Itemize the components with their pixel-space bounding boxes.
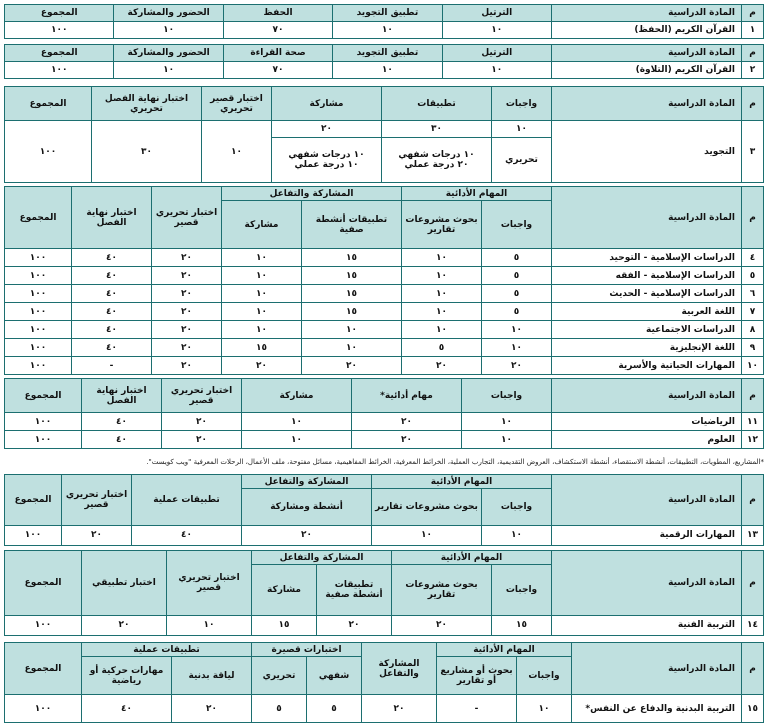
cell-value: ١٥	[252, 615, 317, 635]
header-m: م	[742, 643, 764, 695]
cell-line: ٢٠ درجة عملي	[404, 160, 469, 170]
header-participation-interaction: المشاركة والتفاعل	[362, 643, 437, 695]
cell-value: ٢٠	[352, 431, 462, 449]
cell-value: ٢٠	[82, 615, 167, 635]
subject-name: القرآن الكريم (التلاوة)	[552, 62, 742, 79]
cell-value: ٥	[482, 267, 552, 285]
cell-value: ١٠	[333, 22, 442, 39]
subject-name: الدراسات الاجتماعية	[552, 321, 742, 339]
header-motor-skills: مهارات حركية أو رياضية	[81, 657, 171, 695]
header-participation: مشاركة	[252, 565, 317, 616]
table-quran-recitation	[4, 44, 764, 79]
cell-value: ١٠	[222, 303, 302, 321]
table-row	[5, 303, 764, 321]
cell-value: ٥	[307, 695, 362, 723]
header-research: بحوث أو مشاريع أو تقارير	[437, 657, 517, 695]
subject-name: التربية الفنية	[552, 615, 742, 635]
table-tajweed	[4, 86, 764, 183]
table-row	[5, 267, 764, 285]
header-participation-interaction: المشاركة والتفاعل	[252, 551, 392, 565]
table-digital-skills	[4, 474, 764, 546]
cell-value: ١٠	[222, 321, 302, 339]
header-m: م	[742, 187, 764, 249]
header-duties: واجبات	[482, 489, 552, 526]
subject-name: اللغة العربية	[552, 303, 742, 321]
row-number: ٥	[742, 267, 764, 285]
header-m: م	[742, 379, 764, 413]
subject-name: المهارات الرقمية	[552, 525, 742, 545]
header-research: بحوث مشروعات تقارير	[402, 201, 482, 249]
cell-value: ١٠	[114, 22, 223, 39]
header-final-test: اختبار نهاية الفصل	[72, 187, 152, 249]
header-performance-tasks: المهام الأدائية	[402, 187, 552, 201]
row-number: ١٤	[742, 615, 764, 635]
cell-total: ١٠٠	[5, 525, 62, 545]
cell-value: ٥	[402, 339, 482, 357]
cell-line: ١٠ درجات شفهي	[288, 150, 365, 160]
cell-value: ١٥	[302, 285, 402, 303]
table-row	[5, 321, 764, 339]
subject-name: التجويد	[552, 121, 742, 183]
cell-value: ٧٠	[223, 22, 332, 39]
row-number: ٢	[742, 62, 764, 79]
cell-value: ١٠	[402, 267, 482, 285]
header-duties: واجبات	[492, 565, 552, 616]
header-research: بحوث مشروعات تقارير	[372, 489, 482, 526]
header-duties: واجبات	[482, 201, 552, 249]
cell-value: ٢٠	[392, 615, 492, 635]
cell-total: ١٠٠	[5, 22, 114, 39]
cell-value: ١٠	[242, 431, 352, 449]
cell-value: ١٠	[302, 321, 402, 339]
cell-value: ٢٠	[162, 413, 242, 431]
cell-value: ٣٠	[92, 121, 202, 183]
header-short-test: اختبار قصير تحريري	[202, 87, 272, 121]
cell-value: -	[72, 357, 152, 375]
cell-value: ٢٠	[152, 303, 222, 321]
cell-value: ١٥	[302, 249, 402, 267]
header-attendance: الحضور والمشاركة	[114, 45, 223, 62]
header-performance-tasks: المهام الأدائية	[437, 643, 572, 657]
header-short-test: اختبار تحريري قصير	[152, 187, 222, 249]
header-activities-participation: أنشطة ومشاركة	[242, 489, 372, 526]
cell-total: ١٠٠	[5, 285, 72, 303]
cell-value: ٤٠	[72, 285, 152, 303]
header-practical-apps: تطبيقات عملية	[81, 643, 251, 657]
cell-value: ٧٠	[223, 62, 332, 79]
subject-name: العلوم	[552, 431, 742, 449]
header-tajweed-application: تطبيق التجويد	[333, 45, 442, 62]
header-oral: شفهي	[307, 657, 362, 695]
subject-name: الدراسات الإسلامية - التوحيد	[552, 249, 742, 267]
cell-value: ٢٠	[317, 615, 392, 635]
table-row	[5, 357, 764, 375]
cell-value: ١٥	[492, 615, 552, 635]
cell-value: ١٠	[402, 249, 482, 267]
header-subject: المادة الدراسية	[552, 379, 742, 413]
header-performance-tasks: المهام الأدائية	[372, 475, 552, 489]
cell-value: ١٠	[222, 267, 302, 285]
header-subject: المادة الدراسية	[572, 643, 742, 695]
cell-value: ١٠	[114, 62, 223, 79]
cell-value: ١٠	[462, 431, 552, 449]
row-number: ٩	[742, 339, 764, 357]
header-short-test: اختبار تحريري قصير	[62, 475, 132, 526]
header-final-test: اختبار نهاية الفصل تحريري	[92, 87, 202, 121]
cell-total: ١٠٠	[5, 695, 82, 723]
cell-total: ١٠٠	[5, 339, 72, 357]
header-fitness: لياقة بدنية	[172, 657, 252, 695]
cell-value: ٢٠	[222, 357, 302, 375]
cell-value: ١٠	[492, 121, 552, 138]
header-final-test: اختبار نهاية الفصل	[82, 379, 162, 413]
header-m: م	[742, 87, 764, 121]
header-m: م	[742, 475, 764, 526]
cell-value: ٤٠	[72, 339, 152, 357]
header-subject: المادة الدراسية	[552, 5, 742, 22]
row-number: ١٢	[742, 431, 764, 449]
header-duties: واجبات	[517, 657, 572, 695]
header-participation: مشاركة	[222, 201, 302, 249]
header-practical-apps: تطبيقات عملية	[132, 475, 242, 526]
cell-value: ١٠	[372, 525, 482, 545]
header-attendance: الحضور والمشاركة	[114, 5, 223, 22]
cell-value: ٤٠	[72, 303, 152, 321]
table-row	[5, 249, 764, 267]
cell-value: ١٠	[167, 615, 252, 635]
cell-value: ٤٠	[82, 431, 162, 449]
cell-line: ١٠ درجة عملي	[294, 160, 359, 170]
subject-name: القرآن الكريم (الحفظ)	[552, 22, 742, 39]
table-quran-memorization	[4, 4, 764, 39]
row-number: ٧	[742, 303, 764, 321]
cell-value: ٢٠	[152, 339, 222, 357]
header-total: المجموع	[5, 187, 72, 249]
header-recitation: الترتيل	[442, 45, 551, 62]
cell-value: ١٠	[242, 413, 352, 431]
cell-value: ٢٠	[272, 121, 382, 138]
cell-value: ١٠	[402, 285, 482, 303]
header-m: م	[742, 5, 764, 22]
row-number: ١	[742, 22, 764, 39]
header-recitation: الترتيل	[442, 5, 551, 22]
header-participation: مشاركة	[272, 87, 382, 121]
cell-total: ١٠٠	[5, 357, 72, 375]
header-total: المجموع	[5, 551, 82, 616]
cell-value	[272, 138, 382, 183]
header-participation: مشاركة	[242, 379, 352, 413]
cell-value: ٢٠	[152, 321, 222, 339]
header-performance-tasks: المهام الأدائية	[392, 551, 552, 565]
cell-value: ١٠	[482, 339, 552, 357]
cell-value: ٥	[482, 285, 552, 303]
cell-value: ٢٠	[402, 357, 482, 375]
cell-value: ٤٠	[72, 249, 152, 267]
header-subject: المادة الدراسية	[552, 187, 742, 249]
cell-value: ٥	[482, 303, 552, 321]
table-math-science	[4, 378, 764, 449]
header-total: المجموع	[5, 87, 92, 121]
header-total: المجموع	[5, 643, 82, 695]
header-subject: المادة الدراسية	[552, 87, 742, 121]
cell-value: ٢٠	[172, 695, 252, 723]
cell-value: ٢٠	[152, 267, 222, 285]
cell-total: ١٠٠	[5, 431, 82, 449]
cell-total: ١٠٠	[5, 249, 72, 267]
header-class-activities: تطبيقات أنشطة صفية	[302, 201, 402, 249]
header-performance-tasks: مهام أدائية*	[352, 379, 462, 413]
row-number: ٣	[742, 121, 764, 183]
cell-value: ١٥	[222, 339, 302, 357]
cell-value: ٢٠	[482, 357, 552, 375]
cell-value: ٤٠	[81, 695, 171, 723]
cell-value: ١٥	[302, 267, 402, 285]
footnote: *المشاريع، المطويات، التطبيقات، أنشطة الاستقصاء، أنشطة الاستكشاف، العروض التقديمية، التجارب العملية، الخرائط المعرفية، الخرائط المفاهيمية، مسائل مفتوحة، ملف الأعمال، الرحلات المعرفية "ويب كويست".	[146, 458, 764, 466]
cell-value: ١٠	[402, 303, 482, 321]
header-memorization: الحفظ	[223, 5, 332, 22]
header-total: المجموع	[5, 379, 82, 413]
subject-name: المهارات الحياتية والأسرية	[552, 357, 742, 375]
cell-value: ٢٠	[362, 695, 437, 723]
cell-value: ٣٠	[382, 121, 492, 138]
cell-value: ٢٠	[302, 357, 402, 375]
cell-value: ٢٠	[242, 525, 372, 545]
header-m: م	[742, 551, 764, 616]
cell-value: ١٠	[462, 413, 552, 431]
cell-total: ١٠٠	[5, 267, 72, 285]
cell-value: ٢٠	[152, 249, 222, 267]
subject-name: التربية البدنية والدفاع عن النفس*	[572, 695, 742, 723]
cell-value: ٥	[252, 695, 307, 723]
header-applications: تطبيقات	[382, 87, 492, 121]
header-participation-interaction: المشاركة والتفاعل	[222, 187, 402, 201]
table-physical-education	[4, 642, 764, 723]
cell-value: ١٠	[222, 285, 302, 303]
cell-value: ٤٠	[82, 413, 162, 431]
cell-value: ١٠	[482, 525, 552, 545]
header-participation-interaction: المشاركة والتفاعل	[242, 475, 372, 489]
cell-value: ٢٠	[152, 285, 222, 303]
header-subject: المادة الدراسية	[552, 45, 742, 62]
cell-value: ١٠	[517, 695, 572, 723]
header-reading-accuracy: صحة القراءة	[223, 45, 332, 62]
cell-value: -	[437, 695, 517, 723]
header-subject: المادة الدراسية	[552, 551, 742, 616]
header-duties: واجبات	[462, 379, 552, 413]
cell-value: ١٠	[442, 22, 551, 39]
cell-total: ١٠٠	[5, 121, 92, 183]
header-duties: واجبات	[492, 87, 552, 121]
cell-value: تحريري	[492, 138, 552, 183]
cell-value: ٤٠	[132, 525, 242, 545]
cell-value: ١٠	[202, 121, 272, 183]
row-number: ٨	[742, 321, 764, 339]
cell-value	[382, 138, 492, 183]
header-short-test: اختبار تحريري قصير	[162, 379, 242, 413]
cell-value: ٥	[482, 249, 552, 267]
header-total: المجموع	[5, 475, 62, 526]
cell-total: ١٠٠	[5, 413, 82, 431]
cell-total: ١٠٠	[5, 615, 82, 635]
header-research: بحوث مشروعات تقارير	[392, 565, 492, 616]
cell-total: ١٠٠	[5, 321, 72, 339]
row-number: ١٣	[742, 525, 764, 545]
header-applied-test: اختبار تطبيقي	[82, 551, 167, 616]
table-row	[5, 339, 764, 357]
header-m: م	[742, 45, 764, 62]
cell-value: ٢٠	[62, 525, 132, 545]
row-number: ٤	[742, 249, 764, 267]
cell-value: ١٠	[482, 321, 552, 339]
header-total: المجموع	[5, 5, 114, 22]
cell-line: ١٠ درجات شفهي	[398, 150, 475, 160]
cell-value: ٢٠	[152, 357, 222, 375]
cell-value: ١٠	[302, 339, 402, 357]
row-number: ٦	[742, 285, 764, 303]
header-class-activities: تطبيقات أنشطة صفية	[317, 565, 392, 616]
cell-value: ٤٠	[72, 321, 152, 339]
row-number: ١١	[742, 413, 764, 431]
subject-name: الدراسات الإسلامية - الفقه	[552, 267, 742, 285]
header-short-tests: اختبارات قصيرة	[252, 643, 362, 657]
subject-name: اللغة الإنجليزية	[552, 339, 742, 357]
header-short-test: اختبار تحريري قصير	[167, 551, 252, 616]
cell-value: ١٠	[402, 321, 482, 339]
row-number: ١٥	[742, 695, 764, 723]
header-total: المجموع	[5, 45, 114, 62]
subject-name: الدراسات الإسلامية - الحديث	[552, 285, 742, 303]
subject-name: الرياضيات	[552, 413, 742, 431]
table-row	[5, 285, 764, 303]
table-art-education	[4, 550, 764, 636]
cell-value: ١٠	[222, 249, 302, 267]
cell-total: ١٠٠	[5, 303, 72, 321]
row-number: ١٠	[742, 357, 764, 375]
header-subject: المادة الدراسية	[552, 475, 742, 526]
cell-value: ٢٠	[352, 413, 462, 431]
table-general-subjects	[4, 186, 764, 375]
cell-value: ٢٠	[162, 431, 242, 449]
cell-value: ١٥	[302, 303, 402, 321]
header-written: تحريري	[252, 657, 307, 695]
cell-value: ١٠	[333, 62, 442, 79]
header-tajweed-application: تطبيق التجويد	[333, 5, 442, 22]
cell-total: ١٠٠	[5, 62, 114, 79]
cell-value: ٤٠	[72, 267, 152, 285]
cell-value: ١٠	[442, 62, 551, 79]
